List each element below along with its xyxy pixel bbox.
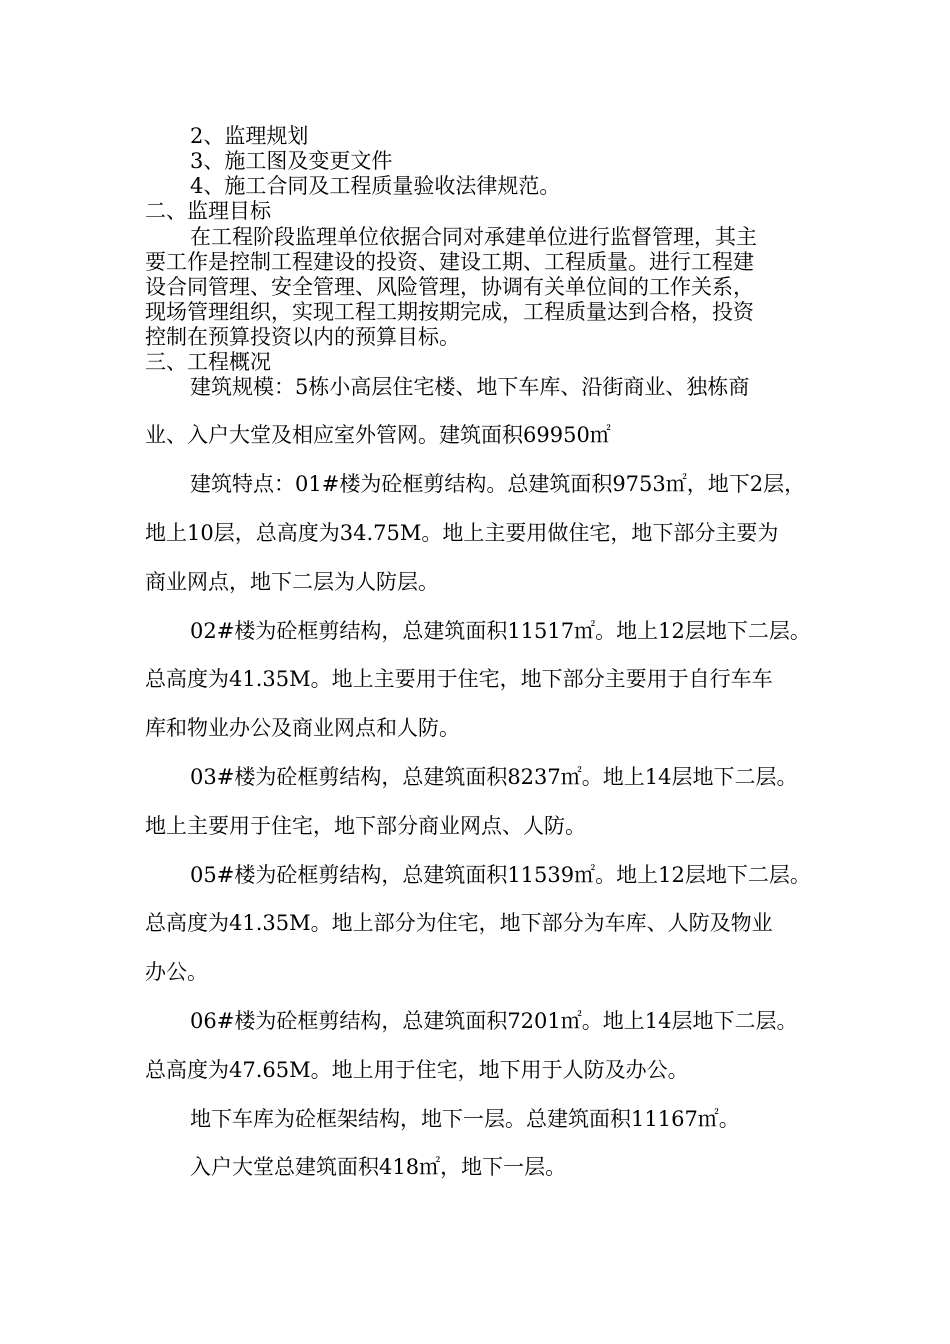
paragraph-line: 02#楼为砼框剪结构，总建筑面积11517㎡。地上12层地下二层。 [190,619,811,643]
paragraph-line: 06#楼为砼框剪结构，总建筑面积7201㎡。地上14层地下二层。 [190,1009,798,1033]
paragraph-line: 设合同管理、安全管理、风险管理，协调有关单位间的工作关系， [145,275,754,299]
paragraph-line: 现场管理组织，实现工程工期按期完成，工程质量达到合格，投资 [145,300,754,324]
paragraph-line: 库和物业办公及商业网点和人防。 [145,716,460,740]
paragraph-line: 地上主要用于住宅，地下部分商业网点、人防。 [145,814,586,838]
paragraph-line: 业、入户大堂及相应室外管网。建筑面积69950㎡ [145,423,611,447]
list-item: 4、施工合同及工程质量验收法律规范。 [190,174,561,198]
paragraph-line: 入户大堂总建筑面积418㎡，地下一层。 [190,1155,567,1179]
paragraph-line: 建筑特点：01#楼为砼框剪结构。总建筑面积9753㎡，地下2层， [190,472,806,496]
paragraph-line: 03#楼为砼框剪结构，总建筑面积8237㎡。地上14层地下二层。 [190,765,798,789]
paragraph-line: 总高度为47.65M。地上用于住宅，地下用于人防及办公。 [145,1058,689,1082]
paragraph-line: 地下车库为砼框架结构，地下一层。总建筑面积11167㎡。 [190,1107,740,1131]
paragraph-line: 商业网点，地下二层为人防层。 [145,570,439,594]
paragraph-line: 地上10层，总高度为34.75M。地上主要用做住宅，地下部分主要为 [145,521,779,545]
list-item: 3、施工图及变更文件 [190,149,393,173]
paragraph-line: 办公。 [145,960,208,984]
paragraph-line: 要工作是控制工程建设的投资、建设工期、工程质量。进行工程建 [145,250,754,274]
paragraph-line: 建筑规模：5栋小高层住宅楼、地下车库、沿街商业、独栋商 [190,375,750,399]
paragraph-line: 总高度为41.35M。地上部分为住宅，地下部分为车库、人防及物业 [145,911,773,935]
section-heading: 三、工程概况 [145,350,271,374]
paragraph-line: 控制在预算投资以内的预算目标。 [145,325,460,349]
paragraph-line: 在工程阶段监理单位依据合同对承建单位进行监督管理，其主 [190,225,757,249]
paragraph-line: 总高度为41.35M。地上主要用于住宅，地下部分主要用于自行车车 [145,667,773,691]
section-heading: 二、监理目标 [145,199,271,223]
list-item: 2、监理规划 [190,124,309,148]
paragraph-line: 05#楼为砼框剪结构，总建筑面积11539㎡。地上12层地下二层。 [190,863,811,887]
